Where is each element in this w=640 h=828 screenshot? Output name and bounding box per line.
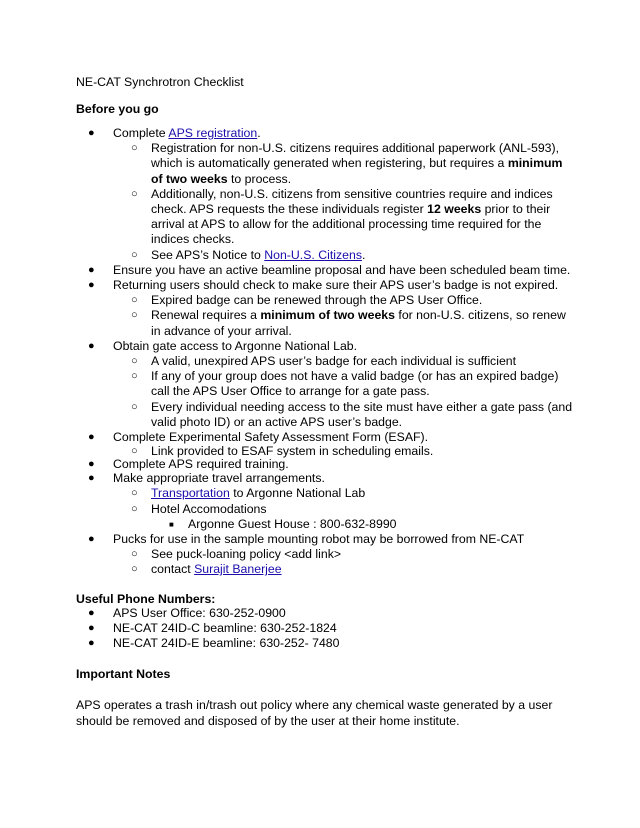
item-text: See puck-loaning policy <add link> xyxy=(151,547,342,562)
item-text: for non-U.S. citizens, so renew in advance of your arrival. xyxy=(151,308,566,338)
item-text: Registration for non-U.S. citizens requires additional paperwork (ANL-593), which is automatically generated when registering, but requires a xyxy=(151,141,560,171)
phone-text: APS User Office: 630-252-0900 xyxy=(113,606,286,620)
list-item xyxy=(76,369,576,399)
item-text: Additionally, non-U.S. citizens from sensitive countries require and indices check. APS requests the these individuals register xyxy=(151,186,553,217)
circle-bullet-icon: ○ xyxy=(131,294,138,307)
phone-text: NE-CAT 24ID-C beamline: 630-252-1824 xyxy=(113,621,337,636)
list-item xyxy=(76,263,576,278)
list-item xyxy=(76,293,576,308)
list-item xyxy=(76,339,576,354)
list-item xyxy=(76,606,576,621)
circle-bullet-icon: ○ xyxy=(131,487,138,500)
bullet-icon: ● xyxy=(88,279,95,292)
list-item xyxy=(76,430,576,445)
phone-text: NE-CAT 24ID-E beamline: 630-252- 7480 xyxy=(113,636,340,651)
list-item xyxy=(76,126,576,141)
item-text: Link provided to ESAF system in scheduling emails. xyxy=(151,444,434,459)
list-item xyxy=(76,621,576,636)
phone-list xyxy=(76,606,576,652)
list-item xyxy=(76,636,576,651)
notes-paragraph: APS operates a trash in/trash out policy where any chemical waste generated by a user should be removed and disposed of by the user at their home institute. xyxy=(76,698,553,728)
circle-bullet-icon: ○ xyxy=(131,502,138,515)
item-text: Every individual needing access to the site must have either a gate pass (and valid photo ID) or an active APS user’s badge. xyxy=(151,399,573,429)
item-text: Expired badge can be renewed through the APS User Office. xyxy=(151,293,483,308)
circle-bullet-icon: ○ xyxy=(131,563,138,576)
item-text: Complete Experimental Safety Assessment Form (ESAF). xyxy=(113,430,429,445)
bullet-icon: ● xyxy=(88,637,95,650)
list-item xyxy=(76,471,576,486)
item-text: to process. xyxy=(227,171,292,186)
surajit-banerjee-link[interactable]: Surajit Banerjee xyxy=(194,562,282,577)
list-item xyxy=(76,562,576,577)
item-text: Pucks for use in the sample mounting robot may be borrowed from NE-CAT xyxy=(113,532,525,547)
list-item xyxy=(76,278,576,293)
bold-text: 12 weeks xyxy=(427,202,482,217)
bullet-icon: ● xyxy=(88,431,95,444)
bullet-icon: ● xyxy=(88,533,95,546)
item-text: prior to their arrival at APS to allow for the additional processing time required for the indices checks. xyxy=(151,202,551,247)
important-notes-heading: Important Notes xyxy=(76,667,171,681)
item-text: Obtain gate access to Argonne National Lab. xyxy=(113,338,358,353)
item-text: Argonne Guest House : 800-632-8990 xyxy=(188,516,397,531)
item-text: Ensure you have an active beamline proposal and have been scheduled beam time. xyxy=(113,262,571,277)
list-item xyxy=(76,486,576,501)
item-text: Make appropriate travel arrangements. xyxy=(113,471,325,486)
bullet-icon: ● xyxy=(88,127,95,139)
item-text: . xyxy=(257,126,261,140)
bold-text: minimum of two weeks xyxy=(151,156,563,186)
item-text: If any of your group does not have a valid badge (or has an expired badge) call the APS User Office to arrange for a gate pass. xyxy=(151,369,559,399)
item-text: See APS’s Notice to xyxy=(151,247,265,262)
item-text: . xyxy=(361,247,366,262)
bullet-icon: ● xyxy=(88,607,95,619)
circle-bullet-icon: ○ xyxy=(131,142,138,155)
bullet-icon: ● xyxy=(88,458,95,471)
circle-bullet-icon: ○ xyxy=(131,548,138,561)
checklist xyxy=(76,126,576,578)
circle-bullet-icon: ○ xyxy=(131,370,138,383)
list-item xyxy=(76,354,576,369)
before-you-go-heading: Before you go xyxy=(76,102,159,116)
item-text: Complete APS required training. xyxy=(113,457,289,472)
circle-bullet-icon: ○ xyxy=(131,187,138,200)
bullet-icon: ● xyxy=(88,263,95,276)
phone-numbers-heading: Useful Phone Numbers: xyxy=(76,592,216,606)
circle-bullet-icon: ○ xyxy=(131,355,138,368)
list-item xyxy=(76,517,576,532)
item-text: to Argonne National Lab xyxy=(229,486,366,501)
non-us-citizens-link[interactable]: Non-U.S. Citizens xyxy=(264,247,362,262)
bullet-icon: ● xyxy=(88,622,95,635)
item-text: Renewal requires a xyxy=(151,308,261,323)
square-bullet-icon: ■ xyxy=(169,519,174,529)
list-item xyxy=(76,532,576,547)
item-text: Hotel Accomodations xyxy=(151,501,267,516)
list-item xyxy=(76,141,576,187)
list-item xyxy=(76,187,576,248)
transportation-link[interactable]: Transportation xyxy=(151,486,230,501)
page-title: NE-CAT Synchrotron Checklist xyxy=(76,75,244,89)
bold-text: minimum of two weeks xyxy=(260,308,395,323)
aps-registration-link[interactable]: APS registration xyxy=(168,126,258,140)
circle-bullet-icon: ○ xyxy=(131,400,138,413)
bullet-icon: ● xyxy=(88,472,95,485)
list-item xyxy=(76,547,576,562)
item-text: Complete xyxy=(113,126,169,140)
item-text: A valid, unexpired APS user’s badge for each individual is sufficient xyxy=(151,354,517,369)
list-item xyxy=(76,400,576,430)
list-item xyxy=(76,248,576,263)
bullet-icon: ● xyxy=(88,339,95,352)
circle-bullet-icon: ○ xyxy=(131,248,138,261)
list-item xyxy=(76,502,576,517)
item-text: Returning users should check to make sure their APS user’s badge is not expired. xyxy=(113,278,559,293)
list-item xyxy=(76,458,576,471)
list-item xyxy=(76,308,576,338)
circle-bullet-icon: ○ xyxy=(131,309,138,322)
item-text: contact xyxy=(151,562,195,577)
circle-bullet-icon: ○ xyxy=(131,445,138,458)
